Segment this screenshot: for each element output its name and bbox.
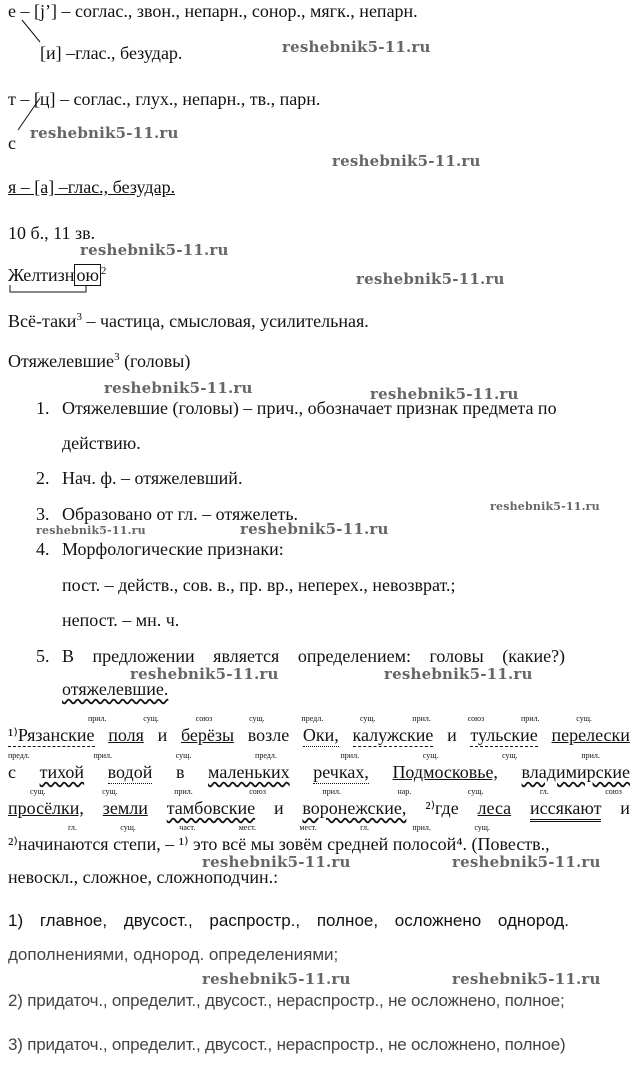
word: маленьких [208, 762, 290, 782]
word: иссякают [530, 797, 601, 822]
pos-label: предл. [8, 751, 30, 760]
sentence-line-3 [8, 797, 630, 822]
word: перелески [551, 725, 630, 745]
word-stem: Желтизн [8, 265, 75, 285]
list-number-5: 5. [36, 646, 50, 666]
pos-label: гл. [68, 823, 77, 832]
pos-label: сущ. [102, 787, 118, 796]
list-item-4-const: пост. – действ., сов. в., пр. вр., неперех., невозврат.; [62, 575, 456, 595]
list-item-4-var: непост. – мн. ч. [62, 610, 180, 630]
pos-label: мест. [238, 823, 256, 832]
list-number-3: 3. [36, 504, 50, 524]
pos-label: союз [467, 714, 485, 723]
analysis-2: 2) придаточ., определит., двусост., нераспростр., не осложнено, полное; [8, 991, 565, 1010]
watermark: reshebnik5-11.ru [80, 241, 229, 259]
word: водой [107, 762, 153, 782]
pos-label: прил. [581, 751, 600, 760]
pos-label: сущ. [502, 751, 518, 760]
s-letter: с [8, 133, 16, 153]
list-number-2: 2. [36, 468, 50, 488]
pos-row-3 [8, 787, 630, 797]
word-ending: ою [76, 265, 99, 285]
particle-word: Всё-таки [8, 311, 77, 331]
pos-label: сущ. [143, 714, 159, 723]
analysis-1-cont: дополнениями, однород. определениями; [8, 945, 339, 964]
pos-row-4 [8, 823, 630, 833]
watermark: reshebnik5-11.ru [282, 38, 431, 56]
word: и [447, 725, 457, 745]
analysis-1: 1) главное, двусост., распростр., полное, осложнено однород. [8, 911, 569, 930]
pos-label: гл. [360, 823, 369, 832]
word: воронежские, [302, 798, 407, 818]
t-sound-line: т – [ц] – соглас., глух., непарн., тв., парн. [8, 89, 321, 109]
watermark: reshebnik5-11.ru [130, 665, 279, 683]
particle-line [8, 310, 369, 332]
watermark: reshebnik5-11.ru [452, 853, 601, 871]
watermark: reshebnik5-11.ru [30, 124, 179, 142]
watermark: reshebnik5-11.ru [490, 500, 600, 513]
pos-label: прил. [88, 714, 107, 723]
word: в [175, 762, 185, 782]
participle-sup: 3 [114, 351, 120, 363]
watermark: reshebnik5-11.ru [104, 379, 253, 397]
word: ¹⁾Рязанские [8, 725, 95, 745]
pos-label: сущ. [359, 714, 376, 723]
pos-label: прил. [412, 823, 431, 832]
watermark: reshebnik5-11.ru [452, 970, 601, 988]
pos-label: предл. [255, 751, 277, 760]
pos-label: предл. [301, 714, 324, 723]
watermark: reshebnik5-11.ru [240, 520, 389, 538]
word: тульские [470, 725, 538, 745]
watermark: reshebnik5-11.ru [356, 270, 505, 288]
pos-label: сущ. [576, 714, 592, 723]
word: и [157, 725, 168, 745]
word: тамбовские [166, 798, 256, 818]
word: Оки, [302, 725, 339, 745]
sentence-line-5: невоскл., сложное, сложноподчин.: [8, 867, 279, 887]
pos-label: сущ. [175, 751, 192, 760]
i-sound-line: [и] –глас., безудар. [40, 43, 183, 63]
sentence-line-4: ²⁾начинаются степи, – ¹⁾ это всё мы зовём средней полосой⁴. (Повеств., [8, 834, 550, 854]
watermark: reshebnik5-11.ru [202, 853, 351, 871]
pos-label: гл. [539, 787, 549, 796]
pos-label: мест. [299, 823, 317, 832]
pos-label: сущ. [249, 714, 265, 723]
word: берёзы [180, 725, 235, 745]
sentence-line-2 [8, 761, 630, 784]
pos-label: част. [179, 823, 196, 832]
watermark: reshebnik5-11.ru [202, 970, 351, 988]
word: поля [108, 725, 144, 745]
watermark: reshebnik5-11.ru [370, 385, 519, 403]
stem-bracket [8, 284, 98, 294]
sound-count: 10 б., 11 зв. [8, 223, 96, 243]
watermark: reshebnik5-11.ru [36, 524, 146, 537]
word-parse [8, 264, 106, 286]
list-item-4: Морфологические признаки: [62, 539, 284, 559]
word: калужские [352, 725, 434, 745]
list-number-1: 1. [36, 398, 50, 418]
list-item-2: Нач. ф. – отяжелевший. [62, 468, 243, 488]
pos-label: союз [195, 714, 213, 723]
participle-heading [8, 350, 190, 372]
word: с [8, 762, 16, 782]
participle-word: Отяжелевшие [8, 351, 115, 371]
particle-sup: 3 [76, 311, 82, 323]
pos-label: прил. [412, 714, 431, 723]
pos-label: прил. [93, 751, 113, 760]
pos-label: сущ. [120, 823, 136, 832]
pos-label: прил. [521, 714, 540, 723]
word: земли [102, 798, 148, 818]
pos-label: сущ. [422, 751, 439, 760]
ya-sound-line: я – [а] –глас., безудар. [8, 177, 176, 197]
particle-desc: – частица, смысловая, усилительная. [81, 311, 369, 331]
list-item-5-cont: отяжелевшие. [62, 679, 169, 699]
pos-row-1 [8, 714, 630, 724]
e-sound-line: е – [j’] – соглас., звон., непарн., сонор., мягк., непарн. [8, 1, 418, 21]
pos-label: сущ. [30, 787, 46, 796]
word: и [620, 798, 630, 818]
pos-label: союз [605, 787, 622, 796]
word: тихой [39, 762, 85, 782]
sentence-line-1 [8, 724, 630, 747]
pos-label: прил. [174, 787, 193, 796]
pos-label: нар. [397, 787, 412, 796]
list-item-3: Образовано от гл. – отяжелеть. [62, 504, 299, 524]
list-item-1: Отяжелевшие (головы) – прич., обозначает признак предмета по [62, 398, 557, 418]
pos-label: сущ. [474, 823, 490, 832]
word: и [273, 798, 284, 818]
word: Подмосковье, [392, 762, 498, 782]
list-item-5: В предложении является определением: головы (какие?) [62, 646, 566, 666]
word: леса [477, 798, 512, 818]
pos-label: прил. [340, 751, 360, 760]
word: просёлки, [8, 798, 84, 818]
watermark: reshebnik5-11.ru [332, 152, 481, 170]
list-item-1-cont: действию. [62, 433, 141, 453]
word: возле [247, 725, 290, 745]
word-parse-sup: 2 [100, 265, 107, 277]
word: владимирские [521, 762, 630, 782]
word: речках, [313, 762, 369, 782]
pos-label: прил. [322, 787, 341, 796]
pos-label: союз [249, 787, 266, 796]
pos-label: сущ. [467, 787, 484, 796]
analysis-3: 3) придаточ., определит., двусост., нераспростр., не осложнено, полное) [8, 1035, 566, 1054]
word: ²⁾где [425, 798, 459, 818]
list-number-4: 4. [36, 539, 50, 559]
participle-rest: (головы) [119, 351, 191, 371]
pos-row-2 [8, 751, 630, 761]
watermark: reshebnik5-11.ru [384, 665, 533, 683]
